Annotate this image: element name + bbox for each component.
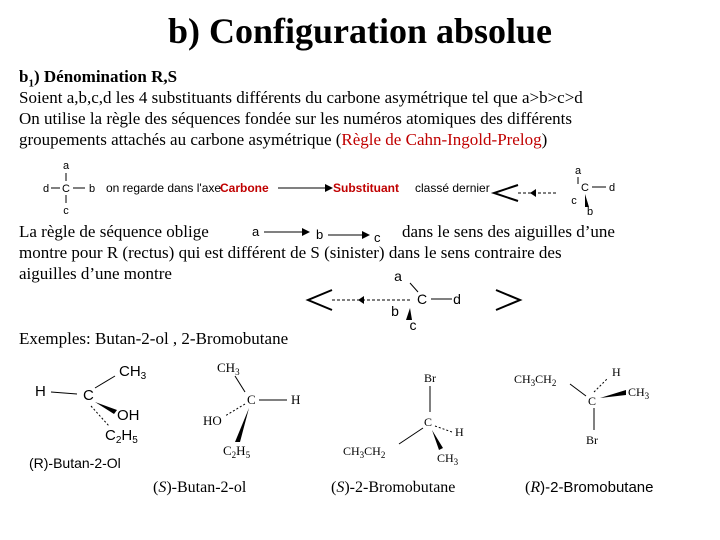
m1-c2h5: $C_2H_5$ xyxy=(105,427,138,446)
m1-label: (R)-Butan-2-Ol xyxy=(29,455,121,471)
m1-ch3: $CH_3$ xyxy=(119,363,147,382)
seq-c: c xyxy=(374,230,381,245)
seq-b: b xyxy=(316,227,324,242)
m4-br: Br xyxy=(586,433,598,447)
sub-d: d xyxy=(42,183,50,195)
sequence-line-1-end: dans le sens des aiguilles d’une xyxy=(402,222,615,241)
label-r-2-bromobutane: (R)-2-Bromobutane xyxy=(525,479,654,496)
m2-ho: HO xyxy=(203,413,222,428)
sub-a: a xyxy=(62,160,70,172)
rot-sub-b: b xyxy=(391,303,399,319)
eye-icon xyxy=(494,185,518,201)
rotation-diagram xyxy=(300,266,530,334)
sequence-line-1: La règle de séquence oblige xyxy=(19,222,209,241)
m4-c: C xyxy=(588,394,597,408)
m3-ch3ch2: $CH_3CH_2$ xyxy=(343,444,386,460)
viewing-rule-diagram xyxy=(30,155,710,220)
molecule-s-2-bromobutane xyxy=(335,368,485,474)
m2-ch3: $CH_3$ xyxy=(217,360,240,377)
view-sub-b: b xyxy=(586,206,594,218)
m2-c2h5: $C_2H_5$ xyxy=(223,443,251,460)
label-s-butan-2-ol: (S)-Butan-2-ol xyxy=(153,479,247,496)
rule-text-2: classé dernier xyxy=(415,181,490,195)
m4-ch3: $CH_3$ xyxy=(628,385,650,401)
rule-carbone: Carbone xyxy=(220,181,269,195)
rule-text-1: on regarde dans l'axe xyxy=(106,181,222,195)
m3-ch3: $CH_3$ xyxy=(437,451,459,467)
cip-rule-name: Règle de Cahn-Ingold-Prelog xyxy=(341,130,542,149)
m3-h: H xyxy=(455,425,464,439)
sequence-line-2: montre pour R (rectus) qui est différent de S (sinister) dans le sens contraire des xyxy=(19,243,562,262)
examples-line: Exemples: Butan-2-ol , 2-Bromobutane xyxy=(19,329,289,348)
eye-icon-2 xyxy=(308,290,332,310)
sub-c: c xyxy=(63,205,69,217)
intro-line-1: Soient a,b,c,d les 4 substituants différents du carbone asymétrique tel que a>b>c>d xyxy=(19,88,583,107)
m1-h: H xyxy=(35,383,46,400)
rot-carbon: C xyxy=(416,291,428,307)
m2-c: C xyxy=(247,392,256,407)
molecule-r-2-bromobutane xyxy=(510,360,680,460)
sub-b: b xyxy=(88,183,96,195)
slide-title: b) Configuration absolue xyxy=(167,11,553,51)
rotation-arrowhead xyxy=(496,290,520,310)
molecule-s-butan-2-ol xyxy=(195,358,315,468)
m1-c: C xyxy=(83,387,94,404)
view-carbon: C xyxy=(581,182,589,194)
intro-line-3: groupements attachés au carbone asymétrique (Règle de Cahn-Ingold-Prelog) xyxy=(19,130,548,149)
m2-h: H xyxy=(291,392,301,407)
m3-br: Br xyxy=(424,371,436,385)
view-sub-a: a xyxy=(574,165,582,177)
m3-c: C xyxy=(424,415,433,429)
molecule-r-butan-2-ol xyxy=(25,358,165,473)
rot-sub-a: a xyxy=(394,268,402,284)
m1-oh: OH xyxy=(117,407,140,424)
intro-line-2: On utilise la règle des séquences fondée sur les numéros atomiques des différents xyxy=(19,109,572,128)
m4-h: H xyxy=(612,365,621,379)
view-sub-c: c xyxy=(571,195,577,207)
rot-sub-d: d xyxy=(453,291,461,307)
rule-substituant: Substituant xyxy=(333,181,399,195)
seq-a: a xyxy=(252,224,260,239)
section-heading: $b_1$) Dénomination R,S xyxy=(19,67,178,90)
sequence-line-3: aiguilles d’une montre xyxy=(19,264,172,283)
m4-ch3ch2: $CH_3CH_2$ xyxy=(514,372,557,388)
carbon-c: C xyxy=(62,183,70,195)
rot-sub-c: c xyxy=(409,317,417,333)
view-sub-d: d xyxy=(608,182,616,194)
label-s-2-bromobutane: (S)-2-Bromobutane xyxy=(331,479,456,496)
